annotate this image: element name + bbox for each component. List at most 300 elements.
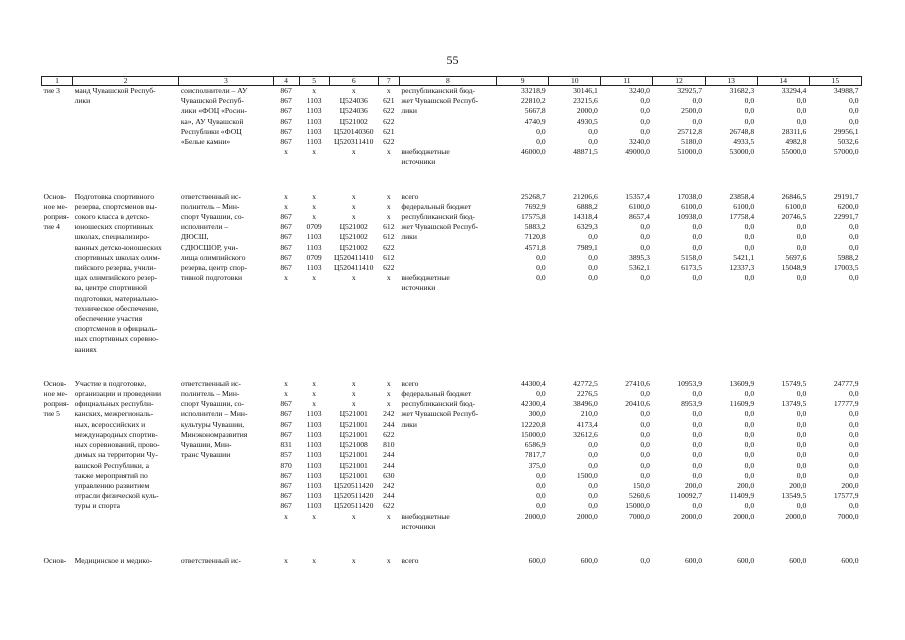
section-code: 1103 (306, 501, 322, 511)
grbs-code: x (284, 147, 288, 157)
event-description: ванных детско-юношеских (74, 242, 162, 252)
amount-cell: 29956,1 (833, 126, 859, 136)
funding-source (399, 294, 496, 304)
amount-cell: 600,0 (528, 555, 546, 565)
expense-type-code (378, 157, 399, 167)
section-code: x (312, 147, 317, 157)
amount-cell (549, 294, 601, 304)
amount-cell: 38496,0 (573, 399, 598, 409)
grbs-code: 867 (280, 252, 292, 262)
amount-cell: 0,0 (640, 470, 650, 480)
expense-type-code: 622 (383, 137, 395, 147)
amount-cell (809, 324, 861, 334)
expense-type-code: x (386, 511, 391, 521)
amount-cell (549, 157, 601, 167)
event-description: организации и проведении (74, 389, 162, 399)
expense-type-code: 621 (383, 96, 395, 106)
section-code: x (312, 511, 317, 521)
amount-cell: 17003,5 (833, 263, 859, 273)
amount-cell: 0,0 (536, 389, 546, 399)
amount-cell: 25712,8 (677, 126, 703, 136)
target-article-code (329, 334, 378, 344)
funding-source: всего (401, 191, 419, 201)
amount-cell: 21206,6 (573, 191, 598, 201)
amount-cell: 0,0 (744, 501, 755, 511)
event-label (42, 334, 73, 344)
section-code: 1103 (306, 429, 322, 439)
grbs-code (273, 345, 299, 355)
amount-cell: 0,0 (692, 242, 703, 252)
target-article-code: x (351, 378, 356, 388)
amount-cell: 0,0 (640, 419, 650, 429)
event-description: ных соревнований, прово- (74, 440, 160, 450)
expense-type-code (378, 334, 399, 344)
amount-cell: 0,0 (588, 450, 598, 460)
event-label: ное ме- (43, 389, 68, 399)
responsible-executor: СДЮСШОР, учи- (180, 242, 238, 252)
amount-cell: 6100,0 (733, 201, 755, 211)
amount-cell: 33218,9 (520, 86, 546, 95)
funding-source (399, 243, 496, 253)
amount-cell: 0,0 (796, 116, 807, 126)
section-code: 0709 (306, 252, 322, 262)
amount-cell: 0,0 (692, 440, 703, 450)
expense-type-code: x (386, 191, 391, 201)
amount-cell: 3240,0 (629, 86, 650, 95)
table-body (42, 86, 862, 567)
funding-source: федеральный бюджет (401, 389, 472, 399)
amount-cell: 0,0 (588, 126, 598, 136)
expense-type-code: x (386, 86, 391, 95)
grbs-code: 867 (280, 96, 292, 106)
amount-cell: 27410,6 (625, 378, 650, 388)
funding-source (399, 481, 496, 491)
amount-cell (757, 522, 809, 532)
amount-cell: 2000,0 (524, 511, 546, 521)
event-description (73, 512, 179, 522)
event-label (42, 147, 73, 157)
responsible-executor: исполнители – Мин- (180, 409, 248, 419)
responsible-executor (179, 501, 273, 511)
responsible-executor: резерва, центр спор- (180, 263, 248, 273)
amount-cell: 0,0 (849, 222, 859, 232)
amount-cell: 0,0 (744, 96, 755, 106)
event-label (42, 96, 73, 106)
amount-cell: 0,0 (640, 555, 650, 565)
expense-type-code: 242 (383, 480, 395, 490)
amount-cell: 26748,8 (729, 126, 755, 136)
amount-cell: 12220,8 (520, 419, 546, 429)
amount-cell: 210,0 (580, 409, 598, 419)
amount-cell: 7120,8 (524, 232, 546, 242)
grbs-code (273, 324, 299, 334)
expense-type-code: 244 (383, 419, 395, 429)
table-row (42, 481, 862, 491)
expense-type-code: x (386, 147, 391, 157)
amount-cell: 5988,2 (837, 252, 859, 262)
table-row (42, 556, 862, 566)
responsible-executor: Минэкономразвития (180, 429, 248, 439)
grbs-code: 867 (280, 491, 292, 501)
section-code: x (312, 86, 317, 95)
amount-cell: 0,0 (796, 460, 807, 470)
amount-cell: 23215,6 (573, 96, 598, 106)
event-description: манд Чувашской Респуб- (74, 86, 156, 95)
event-description (73, 137, 179, 147)
table-row (42, 273, 862, 283)
amount-cell: 0,0 (536, 480, 546, 490)
section-code (299, 314, 329, 324)
expense-type-code: x (386, 212, 391, 222)
grbs-code: 867 (280, 106, 292, 116)
section-code: 1103 (306, 263, 322, 273)
responsible-executor: Чувашии, Мин- (180, 440, 232, 450)
section-code: 1103 (306, 126, 322, 136)
amount-cell: 0,0 (849, 409, 859, 419)
amount-cell: 57000,0 (833, 147, 859, 157)
target-article-code: Ц521001 (339, 429, 368, 439)
responsible-executor (179, 157, 273, 167)
amount-cell: 0,0 (640, 389, 650, 399)
amount-cell: 17577,9 (833, 491, 859, 501)
amount-cell: 2276,5 (576, 389, 598, 399)
expense-type-code: x (386, 273, 391, 283)
amount-cell: 0,0 (640, 273, 650, 283)
amount-cell: 0,0 (744, 273, 755, 283)
responsible-executor (179, 345, 273, 355)
amount-cell (549, 522, 601, 532)
funding-source: жет Чувашской Респуб- (401, 96, 479, 106)
table-row (42, 86, 862, 97)
amount-cell (653, 283, 705, 293)
event-label: тие 4 (43, 222, 60, 232)
responsible-executor: ДЮСШ, (180, 232, 209, 242)
amount-cell (809, 314, 861, 324)
amount-cell: 0,0 (640, 232, 650, 242)
amount-cell: 0,0 (640, 409, 650, 419)
column-number: 13 (705, 77, 757, 86)
event-description: лики (74, 96, 91, 106)
amount-cell: 0,0 (640, 242, 650, 252)
responsible-executor (179, 491, 273, 501)
budget-table (41, 76, 862, 566)
event-description: Участие в подготовке, (74, 378, 147, 388)
amount-cell: 0,0 (796, 419, 807, 429)
section-code: 1103 (306, 96, 322, 106)
amount-cell: 3895,3 (629, 252, 650, 262)
amount-cell: 0,0 (849, 429, 859, 439)
expense-type-code: 612 (383, 232, 395, 242)
funding-source (399, 491, 496, 501)
section-code: x (312, 201, 317, 211)
amount-cell (653, 334, 705, 344)
target-article-code: Ц521001 (339, 460, 368, 470)
column-number: 4 (273, 77, 299, 86)
expense-type-code: 622 (383, 106, 395, 116)
target-article-code: x (351, 191, 356, 201)
amount-cell: 10938,0 (677, 212, 703, 222)
expense-type-code: 622 (383, 116, 395, 126)
grbs-code: x (284, 389, 288, 399)
amount-cell: 0,0 (640, 116, 650, 126)
funding-source (399, 440, 496, 450)
amount-cell: 0,0 (796, 440, 807, 450)
target-article-code: Ц520311410 (334, 137, 374, 147)
event-label (42, 314, 73, 324)
event-label (42, 430, 73, 440)
table-row (42, 202, 862, 212)
responsible-executor (179, 147, 273, 157)
amount-cell: 0,0 (796, 106, 807, 116)
amount-cell (757, 334, 809, 344)
amount-cell: 0,0 (588, 501, 598, 511)
amount-cell: 0,0 (744, 389, 755, 399)
table-row (42, 379, 862, 389)
amount-cell: 0,0 (692, 222, 703, 232)
amount-cell: 0,0 (849, 116, 859, 126)
amount-cell (809, 157, 861, 167)
amount-cell: 34988,7 (833, 86, 859, 95)
amount-cell: 0,0 (536, 491, 546, 501)
section-code: 1103 (306, 460, 322, 470)
responsible-executor: исполнители – (180, 222, 229, 232)
section-code: x (312, 555, 317, 565)
amount-cell (757, 283, 809, 293)
expense-type-code: 622 (383, 242, 395, 252)
responsible-executor: Республики «ФОЦ (180, 126, 242, 136)
amount-cell: 0,0 (849, 419, 859, 429)
amount-cell (601, 345, 653, 355)
amount-cell: 0,0 (849, 273, 859, 283)
responsible-executor (179, 314, 273, 324)
expense-type-code (378, 314, 399, 324)
amount-cell: 6586,9 (524, 440, 546, 450)
target-article-code (329, 283, 378, 293)
target-article-code: Ц521001 (339, 409, 368, 419)
amount-cell: 0,0 (796, 470, 807, 480)
amount-cell (705, 522, 757, 532)
responsible-executor: ответственный ис- (180, 191, 241, 201)
amount-cell: 0,0 (536, 501, 546, 511)
column-number: 6 (329, 77, 378, 86)
amount-cell (705, 157, 757, 167)
amount-cell: 0,0 (849, 106, 859, 116)
funding-source (399, 461, 496, 471)
amount-cell: 15048,9 (781, 263, 807, 273)
amount-cell: 6100,0 (681, 201, 703, 211)
responsible-executor: ответственный ис- (180, 555, 241, 565)
funding-source: внебюджетные (401, 147, 450, 157)
amount-cell (757, 324, 809, 334)
spacer-cell (42, 168, 862, 192)
amount-cell (497, 304, 549, 314)
amount-cell (601, 522, 653, 532)
amount-cell: 31682,3 (729, 86, 755, 95)
amount-cell: 0,0 (849, 232, 859, 242)
grbs-code: 867 (280, 409, 292, 419)
expense-type-code (378, 294, 399, 304)
target-article-code: Ц524036 (339, 106, 368, 116)
amount-cell: 0,0 (849, 450, 859, 460)
amount-cell: 46000,0 (520, 147, 546, 157)
amount-cell: 200,0 (684, 480, 703, 490)
amount-cell: 2000,0 (785, 511, 807, 521)
section-code: 1103 (306, 409, 322, 419)
amount-cell: 150,0 (632, 480, 650, 490)
amount-cell: 5883,2 (524, 222, 546, 232)
event-description: Медицинское и медико- (74, 555, 153, 565)
column-number: 3 (179, 77, 273, 86)
amount-cell: 600,0 (841, 555, 859, 565)
amount-cell: 4173,4 (576, 419, 598, 429)
expense-type-code: 621 (383, 126, 395, 136)
target-article-code: Ц520411410 (334, 263, 374, 273)
funding-source: жет Чувашской Респуб- (401, 222, 479, 232)
table-row (42, 409, 862, 419)
grbs-code: 867 (280, 429, 292, 439)
section-code: 1103 (306, 450, 322, 460)
amount-cell: 2000,0 (733, 511, 755, 521)
grbs-code: x (284, 511, 288, 521)
amount-cell (549, 345, 601, 355)
event-label: ное ме- (43, 201, 68, 211)
amount-cell (497, 157, 549, 167)
grbs-code (273, 157, 299, 167)
section-code: x (312, 191, 317, 201)
amount-cell: 0,0 (849, 96, 859, 106)
amount-cell: 48871,5 (573, 147, 598, 157)
amount-cell: 5667,8 (524, 106, 546, 116)
amount-cell (549, 324, 601, 334)
amount-cell: 42300,4 (520, 399, 546, 409)
grbs-code (273, 283, 299, 293)
funding-source (399, 334, 496, 344)
section-code: x (312, 378, 317, 388)
expense-type-code: 810 (383, 440, 395, 450)
expense-type-code: x (386, 555, 391, 565)
amount-cell: 0,0 (536, 126, 546, 136)
section-code (299, 324, 329, 334)
amount-cell (653, 157, 705, 167)
event-label (42, 117, 73, 127)
responsible-executor: соисполнители – АУ (180, 86, 248, 95)
amount-cell (705, 324, 757, 334)
target-article-code: Ц520511420 (334, 480, 374, 490)
responsible-executor (179, 461, 273, 471)
expense-type-code: 244 (383, 460, 395, 470)
funding-source: федеральный бюджет (401, 201, 472, 211)
amount-cell: 200,0 (737, 480, 755, 490)
funding-source: источники (401, 157, 436, 167)
amount-cell (705, 334, 757, 344)
target-article-code: x (351, 201, 356, 211)
target-article-code: Ц520411410 (334, 252, 374, 262)
amount-cell: 4571,8 (524, 242, 546, 252)
responsible-executor: культуры Чувашии, (180, 419, 245, 429)
responsible-executor: ответственный ис- (180, 378, 241, 388)
amount-cell (705, 294, 757, 304)
table-row (42, 127, 862, 137)
event-description (73, 157, 179, 167)
event-description: туры и спорта (74, 501, 121, 511)
amount-cell (809, 345, 861, 355)
grbs-code: 867 (280, 419, 292, 429)
responsible-executor (179, 304, 273, 314)
amount-cell: 0,0 (692, 450, 703, 460)
event-label (42, 232, 73, 242)
column-number-row (42, 77, 862, 86)
event-label: тие 3 (43, 86, 60, 95)
amount-cell: 2000,0 (681, 511, 703, 521)
grbs-code: 867 (280, 212, 292, 222)
amount-cell (809, 294, 861, 304)
amount-cell: 200,0 (789, 480, 807, 490)
grbs-code: 867 (280, 232, 292, 242)
grbs-code: x (284, 201, 288, 211)
event-description: пийского резерва, учили- (74, 263, 156, 273)
funding-source: внебюджетные (401, 511, 450, 521)
amount-cell: 7000,0 (629, 511, 650, 521)
event-description: школах, специализиро- (74, 232, 150, 242)
amount-cell: 11409,9 (729, 491, 755, 501)
funding-source (399, 345, 496, 355)
event-label (42, 283, 73, 293)
event-description: ва, центре спортивной (74, 283, 148, 293)
event-label (42, 512, 73, 522)
amount-cell: 0,0 (640, 450, 650, 460)
table-row (42, 389, 862, 399)
amount-cell: 51000,0 (677, 147, 703, 157)
event-label (42, 522, 73, 532)
amount-cell: 0,0 (796, 389, 807, 399)
amount-cell: 0,0 (588, 273, 598, 283)
target-article-code: Ц521001 (339, 470, 368, 480)
grbs-code (273, 304, 299, 314)
amount-cell: 12337,3 (729, 263, 755, 273)
amount-cell (653, 304, 705, 314)
funding-source: лики (401, 106, 417, 116)
amount-cell: 13549,5 (781, 491, 807, 501)
amount-cell: 7989,1 (576, 242, 598, 252)
funding-source (399, 314, 496, 324)
amount-cell: 5158,0 (681, 252, 703, 262)
event-label (42, 243, 73, 253)
grbs-code: 867 (280, 242, 292, 252)
table-row (42, 471, 862, 481)
event-description: международных спортив- (74, 429, 158, 439)
amount-cell: 7692,9 (524, 201, 546, 211)
event-label (42, 491, 73, 501)
amount-cell: 32925,7 (677, 86, 703, 95)
amount-cell: 0,0 (849, 440, 859, 450)
amount-cell: 4933,5 (733, 137, 755, 147)
funding-source: источники (401, 283, 436, 293)
block-spacer (42, 168, 862, 192)
event-label (42, 157, 73, 167)
amount-cell (601, 304, 653, 314)
responsible-executor: лики «ФОЦ «Росин- (180, 106, 247, 116)
grbs-code: 867 (280, 470, 292, 480)
amount-cell: 28311,6 (781, 126, 807, 136)
grbs-code (273, 294, 299, 304)
event-description (73, 127, 179, 137)
amount-cell: 4740,9 (524, 116, 546, 126)
event-label (42, 440, 73, 450)
target-article-code: Ц520511420 (334, 491, 374, 501)
amount-cell: 0,0 (744, 440, 755, 450)
responsible-executor: спорт Чувашии, со- (180, 212, 245, 222)
target-article-code: Ц521002 (339, 222, 368, 232)
